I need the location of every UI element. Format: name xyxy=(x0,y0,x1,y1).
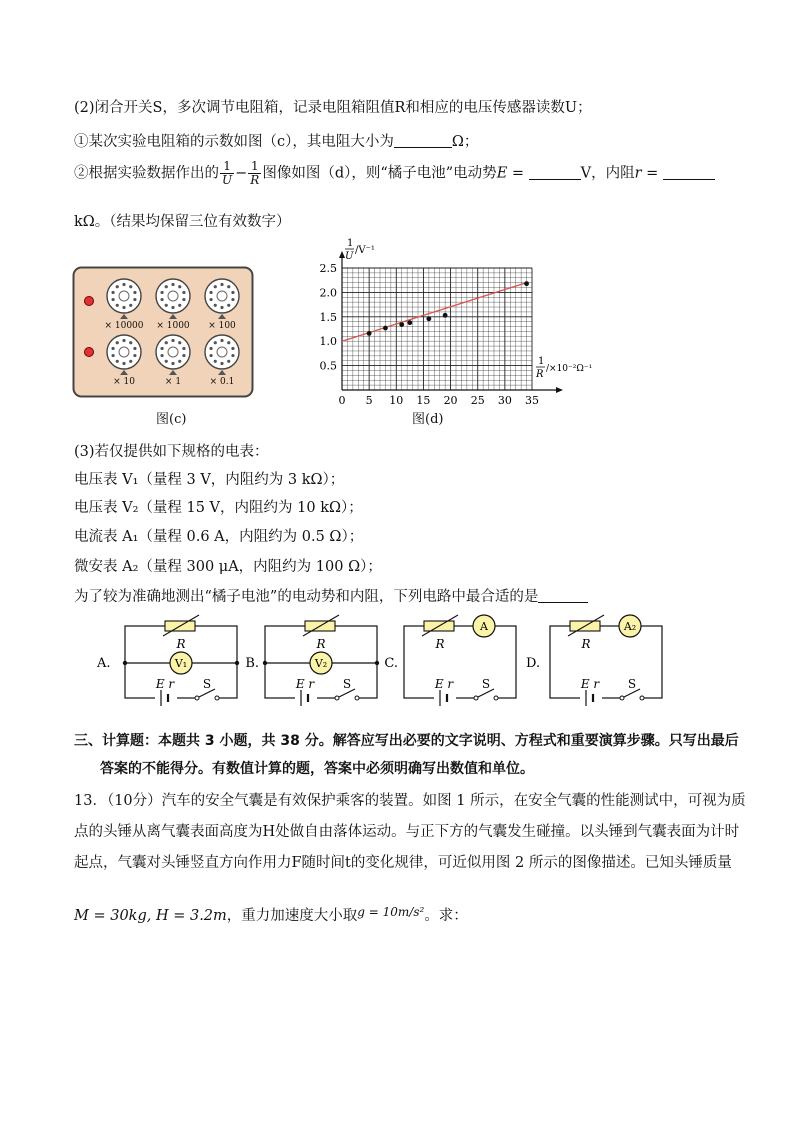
meter-v1: 电压表 V₁（量程 3 V，内阻约为 3 kΩ）； xyxy=(74,472,345,488)
x-tick-label: 10 xyxy=(389,394,404,407)
switch-label: S xyxy=(342,677,352,691)
dial-1[interactable] xyxy=(156,279,190,331)
dial-multiplier-label: × 1 xyxy=(164,377,182,387)
meter-a1: 电流表 A₁（量程 0.6 A，内阻约为 0.5 Ω）； xyxy=(74,529,364,545)
x-axis-label-unit: /×10⁻²Ω⁻¹ xyxy=(546,364,593,374)
meter-label: A xyxy=(480,620,488,633)
answer-blank-internal-resistance[interactable] xyxy=(663,165,715,180)
battery-label: E r xyxy=(155,677,175,691)
y-tick-label: 1.5 xyxy=(319,310,337,324)
q3-question-text: 为了较为准确地测出“橘子电池”的电动势和内阻，下列电路中最合适的是 xyxy=(74,589,539,605)
q2-part1 xyxy=(74,130,478,151)
y-axis-label-unit: /V⁻¹ xyxy=(355,245,375,256)
x-tick-label: 5 xyxy=(365,394,373,407)
q2-part1-unit: Ω； xyxy=(451,134,479,150)
circuit-option-0[interactable] xyxy=(96,615,239,706)
y-tick-label: 2.0 xyxy=(319,286,337,300)
q13-line3: 起点，气囊对头锤竖直方向作用力F随时间t的变化规律，可近似用图 2 所示的图像描述。已知头锤质量 xyxy=(74,855,732,871)
symbol-e: E xyxy=(496,165,508,182)
x-tick-label: 30 xyxy=(497,394,512,407)
y-tick-label: 2.5 xyxy=(319,262,337,275)
answer-blank-emf[interactable] xyxy=(529,165,581,180)
dial-0[interactable] xyxy=(104,279,143,331)
x-tick-label: 15 xyxy=(416,394,431,407)
data-point xyxy=(367,331,372,336)
circuit-option-label: B. xyxy=(245,656,259,671)
q13-line1: 13．（10分）汽车的安全气囊是有效保护乘客的装置。如图 1 所示，在安全气囊的性能测试中，可视为质 xyxy=(74,793,746,809)
minus-sign: − xyxy=(235,165,248,182)
circuit-options xyxy=(90,612,730,712)
given-gravity: g = 10m/s² xyxy=(357,905,425,919)
y-tick-label: 0.5 xyxy=(319,359,337,373)
switch-label: S xyxy=(202,677,212,691)
dial-multiplier-label: × 100 xyxy=(208,321,236,331)
given-mass-height: M = 30kg, H = 3.2m xyxy=(74,908,227,924)
battery-label: E r xyxy=(434,677,454,691)
circuit-option-label: C. xyxy=(384,656,398,671)
data-point xyxy=(383,326,388,331)
meter-label: V₂ xyxy=(314,657,328,670)
data-point xyxy=(407,320,412,325)
data-point xyxy=(443,313,448,318)
equals-sign: = xyxy=(507,165,529,182)
battery-label: E r xyxy=(295,677,315,691)
q13-gravity-text: ，重力加速度大小取 xyxy=(226,908,358,924)
data-point xyxy=(524,281,529,286)
fraction-1-over-u: $\frac{1}{U}$ xyxy=(222,159,233,187)
q2-part2 xyxy=(74,160,715,187)
dial-multiplier-label: × 0.1 xyxy=(209,377,235,387)
y-tick-label: 1.0 xyxy=(319,335,337,349)
dial-multiplier-label: × 1000 xyxy=(156,321,190,331)
rheostat-label: R xyxy=(581,637,591,651)
data-point xyxy=(426,316,431,321)
q2-intro: (2)闭合开关S，多次调节电阻箱，记录电阻箱阻值R和相应的电压传感器读数U； xyxy=(74,100,592,116)
switch-label: S xyxy=(627,677,637,691)
symbol-r: r xyxy=(634,165,642,182)
dial-multiplier-label: × 10 xyxy=(113,377,135,387)
dial-2[interactable] xyxy=(205,279,239,331)
x-axis-label-num: 1 xyxy=(538,356,545,367)
answer-blank-resistance[interactable] xyxy=(394,133,452,148)
rheostat-label: R xyxy=(435,637,445,651)
fraction-1-over-r: $\frac{1}{R}$ xyxy=(250,159,260,187)
battery-label: E r xyxy=(580,677,600,691)
dial-multiplier-label: × 10000 xyxy=(104,321,144,331)
q2-part2-mid: 图像如图（d），则“橘子电池”电动势 xyxy=(262,165,497,182)
rheostat-label: R xyxy=(176,637,186,651)
q2-part2-tail: kΩ。（结果均保留三位有效数字） xyxy=(74,214,291,230)
x-tick-label: 35 xyxy=(525,394,539,407)
x-tick-label: 0 xyxy=(338,394,346,407)
circuit-option-3[interactable] xyxy=(526,615,662,706)
q13-ask: 。求： xyxy=(424,908,468,924)
meter-label: A₂ xyxy=(623,620,637,633)
q3-question xyxy=(74,585,588,606)
meter-a2: 微安表 A₂（量程 300 μA，内阻约为 100 Ω）； xyxy=(74,559,382,575)
rheostat-label: R xyxy=(316,637,326,651)
circuit-option-label: A. xyxy=(97,656,111,671)
q13-line4 xyxy=(74,904,468,925)
equals-sign-2: = xyxy=(641,165,663,182)
section3-heading-line2: 答案的不能得分。有数值计算的题，答案中必须明确写出数值和单位。 xyxy=(100,761,534,777)
circuit-option-label: D. xyxy=(526,656,541,671)
meter-label: V₁ xyxy=(174,657,188,670)
chart-1u-vs-1r xyxy=(316,236,596,408)
q13-line2: 点的头锤从离气囊表面高度为H处做自由落体运动。与正下方的气囊发生碰撞。以头锤到气囊表面为计时 xyxy=(74,824,740,840)
x-tick-label: 25 xyxy=(470,394,485,407)
dial-5[interactable] xyxy=(205,335,239,387)
answer-blank-circuit[interactable] xyxy=(538,588,588,603)
y-axis-label-den: U xyxy=(345,251,354,262)
circuit-option-2[interactable] xyxy=(384,615,516,706)
q2-part2-text: ②根据实验数据作出的 xyxy=(74,165,219,182)
section3-heading-line1: 三、计算题：本题共 3 小题，共 38 分。解答应写出必要的文字说明、方程式和重要演算步骤。只写出最后 xyxy=(74,733,739,749)
q3-intro: (3)若仅提供如下规格的电表： xyxy=(74,444,269,460)
fig-d-caption: 图(d) xyxy=(412,412,444,427)
x-tick-label: 20 xyxy=(443,394,458,407)
fig-c-caption: 图(c) xyxy=(156,412,187,427)
y-axis-label-num: 1 xyxy=(347,238,354,249)
resistance-box-figure xyxy=(72,266,254,398)
data-point xyxy=(399,322,404,327)
q2-part2-volt: V，内阻 xyxy=(580,165,635,182)
switch-label: S xyxy=(481,677,491,691)
x-axis-label-den: R xyxy=(536,369,544,380)
circuit-option-1[interactable] xyxy=(245,615,379,706)
meter-v2: 电压表 V₂（量程 15 V，内阻约为 10 kΩ）； xyxy=(74,500,363,516)
q2-part1-text: ①某次实验电阻箱的示数如图（c），其电阻大小为 xyxy=(74,134,394,150)
